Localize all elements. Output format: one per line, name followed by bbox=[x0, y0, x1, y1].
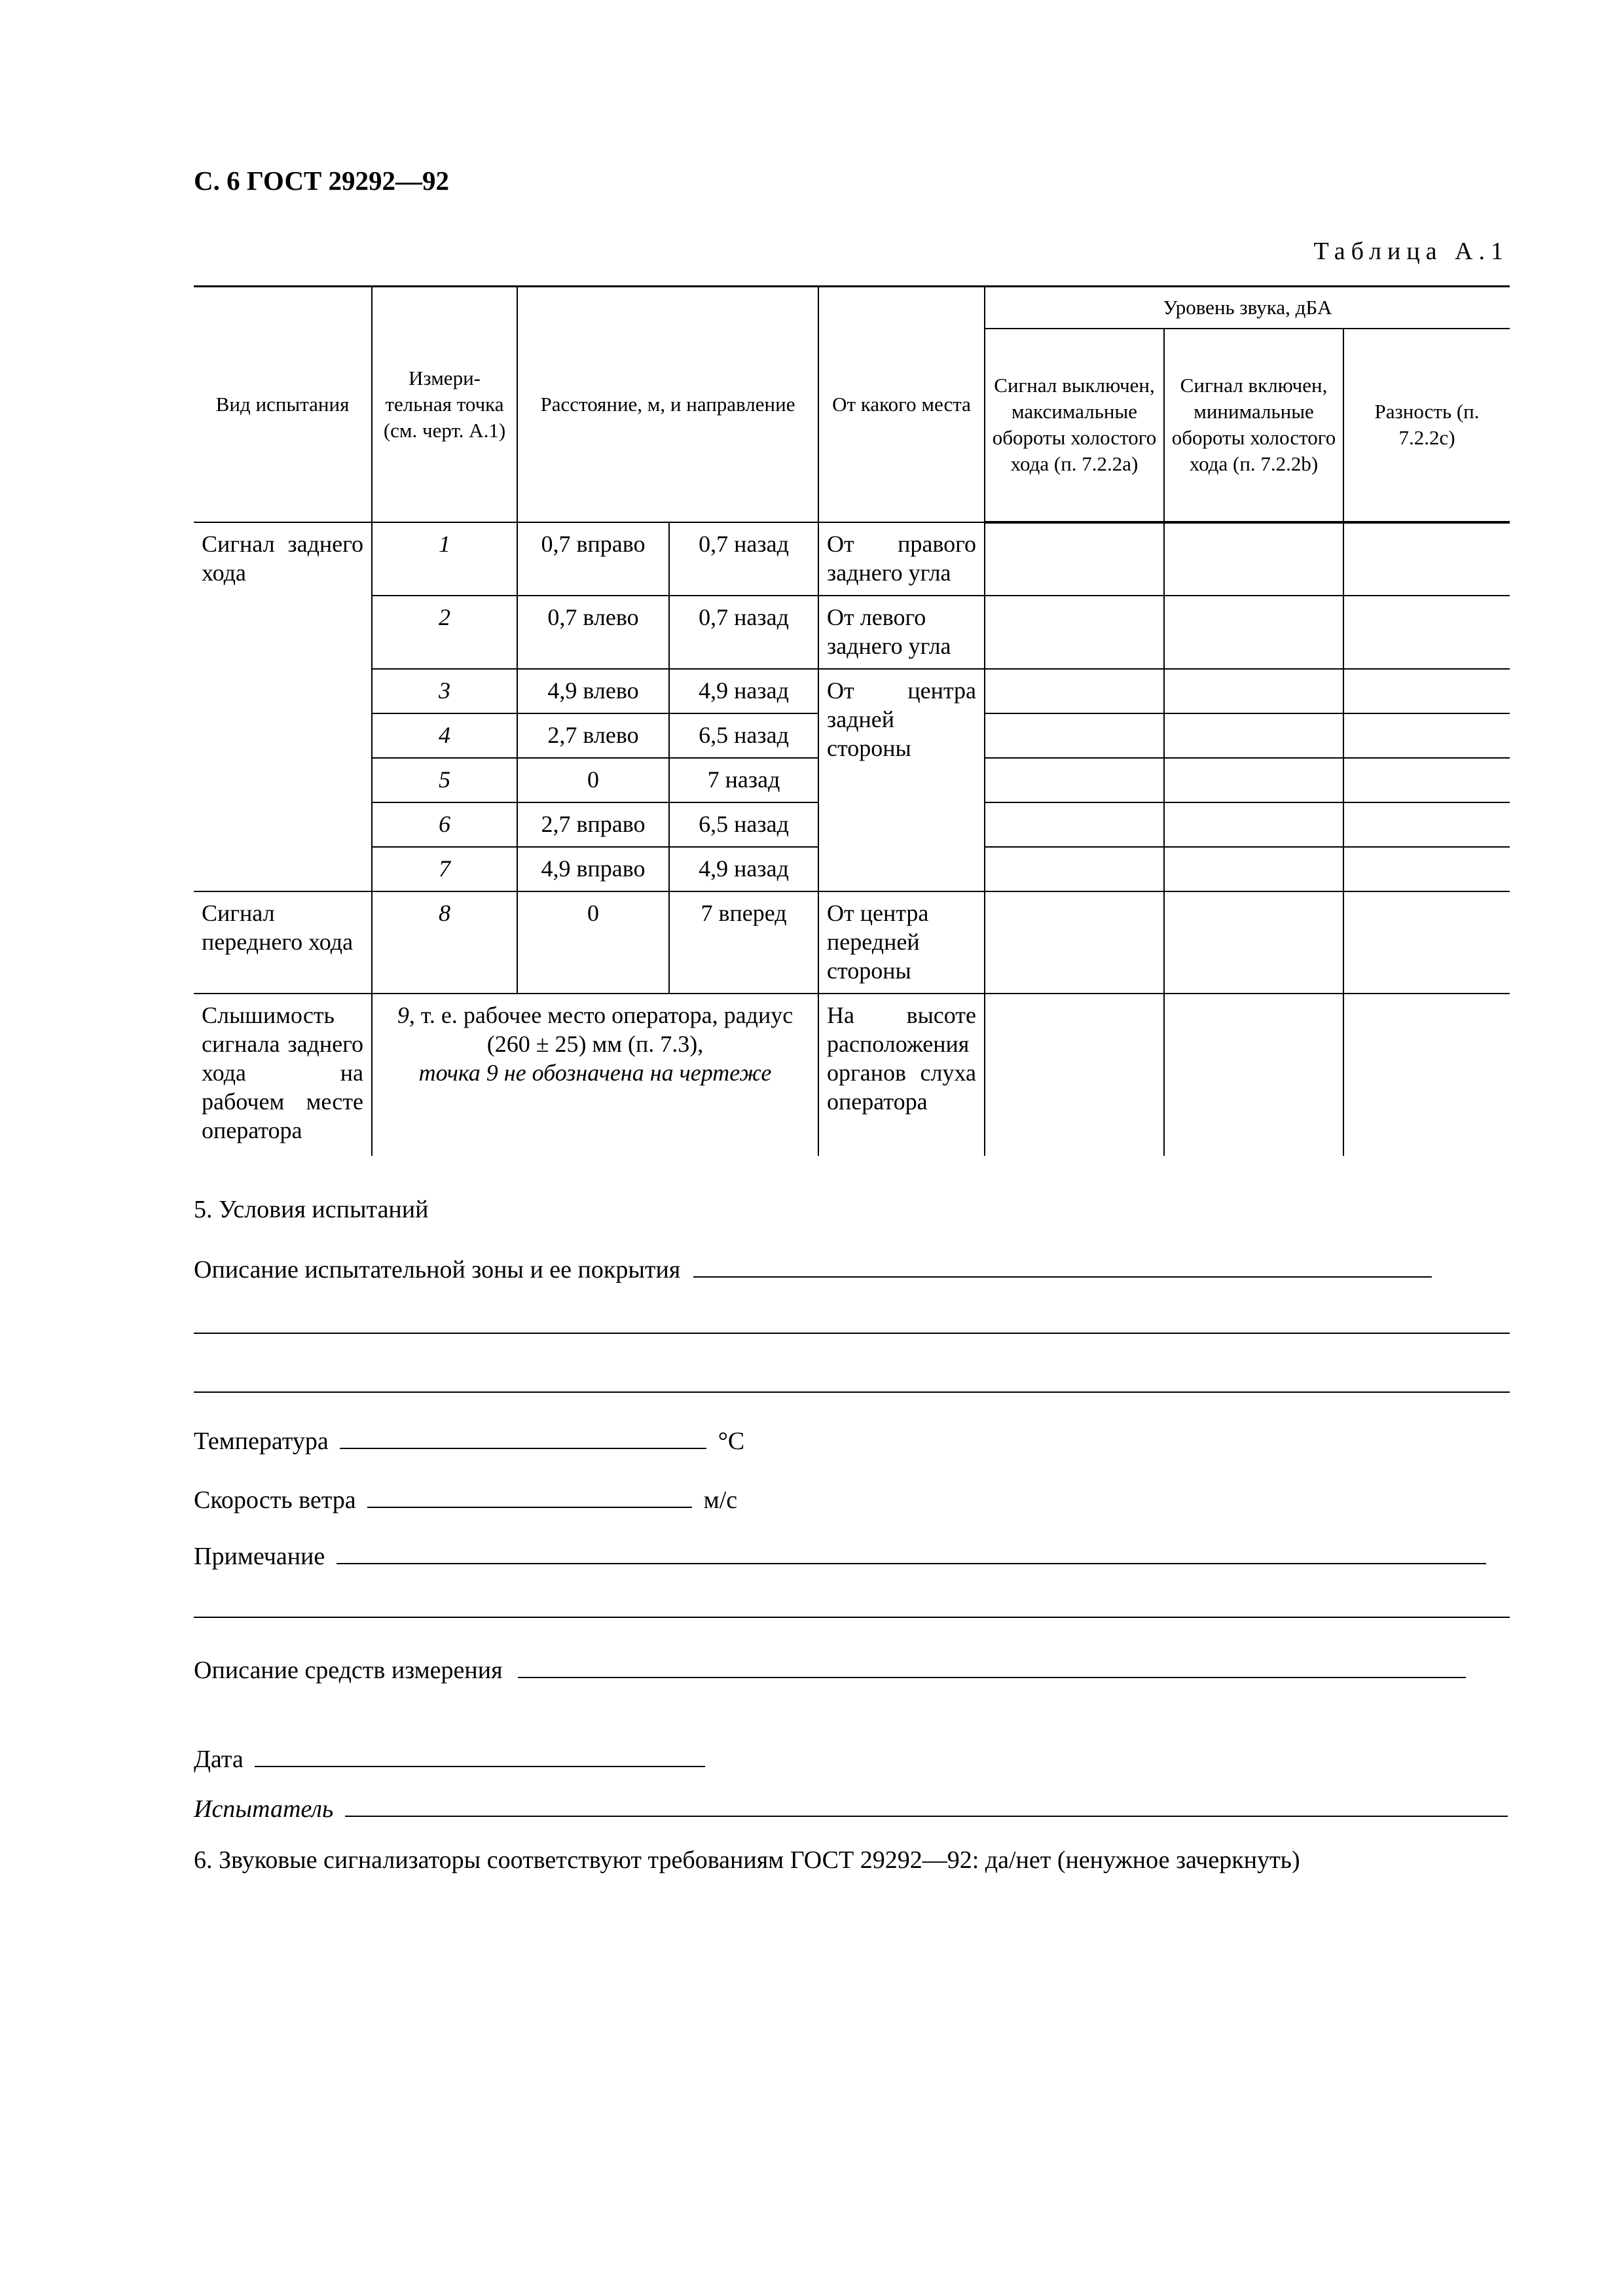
distance-cell: 0,7 вправо bbox=[517, 522, 669, 596]
empty-cell bbox=[985, 758, 1164, 802]
empty-cell bbox=[1343, 713, 1510, 758]
empty-cell bbox=[1164, 758, 1343, 802]
date-field[interactable] bbox=[255, 1744, 705, 1767]
page-title: С. 6 ГОСТ 29292—92 bbox=[194, 166, 450, 196]
group-front: Сигнал переднего хода bbox=[194, 891, 372, 994]
zone-label: Описание испытательной зоны и ее покрытия bbox=[194, 1256, 681, 1283]
point-cell: 8 bbox=[372, 891, 517, 994]
section-5-heading: 5. Условия испытаний bbox=[194, 1196, 429, 1223]
zone-row bbox=[194, 1254, 1432, 1284]
direction-cell: 7 назад bbox=[669, 758, 818, 802]
wind-row bbox=[194, 1484, 737, 1515]
note-row bbox=[194, 1541, 1486, 1571]
instruments-label: Описание средств измерения bbox=[194, 1657, 503, 1684]
header-sound-level: Уровень звука, дБA bbox=[985, 287, 1510, 329]
header-from-where: От какого места bbox=[818, 287, 985, 522]
place-cell: От центра задней стороны bbox=[818, 669, 985, 891]
point-note: точка 9 не обозначена на чертеже bbox=[418, 1059, 772, 1086]
empty-cell bbox=[1164, 522, 1343, 596]
distance-cell: 2,7 вправо bbox=[517, 802, 669, 847]
temperature-unit: °С bbox=[718, 1427, 745, 1455]
point-cell: 3 bbox=[372, 669, 517, 713]
empty-cell bbox=[985, 994, 1164, 1156]
note-label: Примечание bbox=[194, 1543, 325, 1570]
temperature-row bbox=[194, 1426, 744, 1456]
table-row bbox=[194, 522, 1510, 596]
instruments-field[interactable] bbox=[518, 1655, 1466, 1678]
tester-field[interactable] bbox=[345, 1793, 1508, 1817]
table-row bbox=[194, 596, 1510, 669]
point-text: , т. е. рабочее место оператора, радиус (260 ± 25) мм (п. 7.3), bbox=[409, 1001, 793, 1057]
point-cell: 1 bbox=[372, 522, 517, 596]
distance-cell: 4,9 вправо bbox=[517, 847, 669, 891]
wind-field[interactable] bbox=[367, 1484, 692, 1508]
empty-cell bbox=[985, 891, 1164, 994]
header-signal-on: Сигнал включен, минимальные обороты холостого хода (п. 7.2.2b) bbox=[1164, 329, 1343, 522]
note-field-line-2[interactable] bbox=[194, 1617, 1510, 1618]
direction-cell: 4,9 назад bbox=[669, 847, 818, 891]
distance-cell: 2,7 влево bbox=[517, 713, 669, 758]
empty-cell bbox=[1164, 713, 1343, 758]
empty-cell bbox=[985, 522, 1164, 596]
point-cell: 2 bbox=[372, 596, 517, 669]
place-cell: На высоте расположения органов слуха оператора bbox=[818, 994, 985, 1156]
group-audibility: Слышимость сигнала заднего хода на рабочем месте оператора bbox=[194, 994, 372, 1156]
wind-label: Скорость ветра bbox=[194, 1486, 356, 1514]
zone-field-line-2[interactable] bbox=[194, 1333, 1510, 1334]
direction-cell: 4,9 назад bbox=[669, 669, 818, 713]
direction-cell: 0,7 назад bbox=[669, 522, 818, 596]
empty-cell bbox=[1343, 802, 1510, 847]
direction-cell: 6,5 назад bbox=[669, 802, 818, 847]
table-row bbox=[194, 669, 1510, 713]
place-cell: От правого заднего угла bbox=[818, 522, 985, 596]
empty-cell bbox=[1164, 669, 1343, 713]
header-distance: Расстояние, м, и направление bbox=[517, 287, 818, 522]
section-6-text: 6. Звуковые сигнализаторы соответствуют требованиям ГОСТ 29292—92: да/нет (ненужное зачеркнуть) bbox=[194, 1846, 1300, 1874]
header-difference: Разность (п. 7.2.2с) bbox=[1343, 329, 1510, 522]
empty-cell bbox=[1343, 522, 1510, 596]
zone-field[interactable] bbox=[693, 1254, 1432, 1278]
empty-cell bbox=[1164, 891, 1343, 994]
direction-cell: 0,7 назад bbox=[669, 596, 818, 669]
empty-cell bbox=[1343, 669, 1510, 713]
point-number: 9 bbox=[397, 1001, 409, 1028]
distance-cell: 4,9 влево bbox=[517, 669, 669, 713]
empty-cell bbox=[1164, 802, 1343, 847]
group-rear: Сигнал заднего хода bbox=[194, 522, 372, 669]
place-cell: От центра передней стороны bbox=[818, 891, 985, 994]
table-row bbox=[194, 891, 1510, 994]
date-label: Дата bbox=[194, 1746, 244, 1773]
empty-cell bbox=[1343, 891, 1510, 994]
direction-cell: 7 вперед bbox=[669, 891, 818, 994]
tester-row bbox=[194, 1793, 1508, 1823]
distance-cell: 0 bbox=[517, 758, 669, 802]
header-point: Измери- тельная точка (см. черт. А.1) bbox=[372, 287, 517, 522]
direction-cell: 6,5 назад bbox=[669, 713, 818, 758]
empty-cell bbox=[985, 802, 1164, 847]
point-cell: 6 bbox=[372, 802, 517, 847]
temperature-field[interactable] bbox=[340, 1426, 706, 1449]
point-cell: 5 bbox=[372, 758, 517, 802]
instruments-row bbox=[194, 1655, 1466, 1685]
empty-cell bbox=[1343, 758, 1510, 802]
distance-cell: 0 bbox=[517, 891, 669, 994]
note-field[interactable] bbox=[337, 1541, 1486, 1564]
wind-unit: м/с bbox=[703, 1486, 738, 1514]
empty-cell bbox=[1164, 994, 1343, 1156]
tester-label: Испытатель bbox=[194, 1795, 334, 1823]
table-row bbox=[194, 994, 1510, 1156]
table-caption: Таблица А.1 bbox=[1313, 238, 1509, 265]
sound-level-table bbox=[194, 285, 1510, 1156]
date-row bbox=[194, 1744, 705, 1774]
header-signal-off: Сигнал выключен, максимальные обороты холостого хода (п. 7.2.2a) bbox=[985, 329, 1164, 522]
temperature-label: Температура bbox=[194, 1427, 329, 1455]
empty-cell bbox=[1343, 847, 1510, 891]
point-cell: 7 bbox=[372, 847, 517, 891]
empty-cell bbox=[1343, 596, 1510, 669]
empty-cell bbox=[1164, 596, 1343, 669]
zone-field-line-3[interactable] bbox=[194, 1391, 1510, 1393]
empty-cell bbox=[1164, 847, 1343, 891]
empty-cell bbox=[1343, 994, 1510, 1156]
empty-cell bbox=[985, 713, 1164, 758]
operator-point-cell bbox=[372, 994, 818, 1156]
point-cell: 4 bbox=[372, 713, 517, 758]
empty-cell bbox=[985, 847, 1164, 891]
empty-cell bbox=[985, 596, 1164, 669]
distance-cell: 0,7 влево bbox=[517, 596, 669, 669]
header-test-type: Вид испытания bbox=[194, 287, 372, 522]
empty-cell bbox=[985, 669, 1164, 713]
place-cell: От левого заднего угла bbox=[818, 596, 985, 669]
